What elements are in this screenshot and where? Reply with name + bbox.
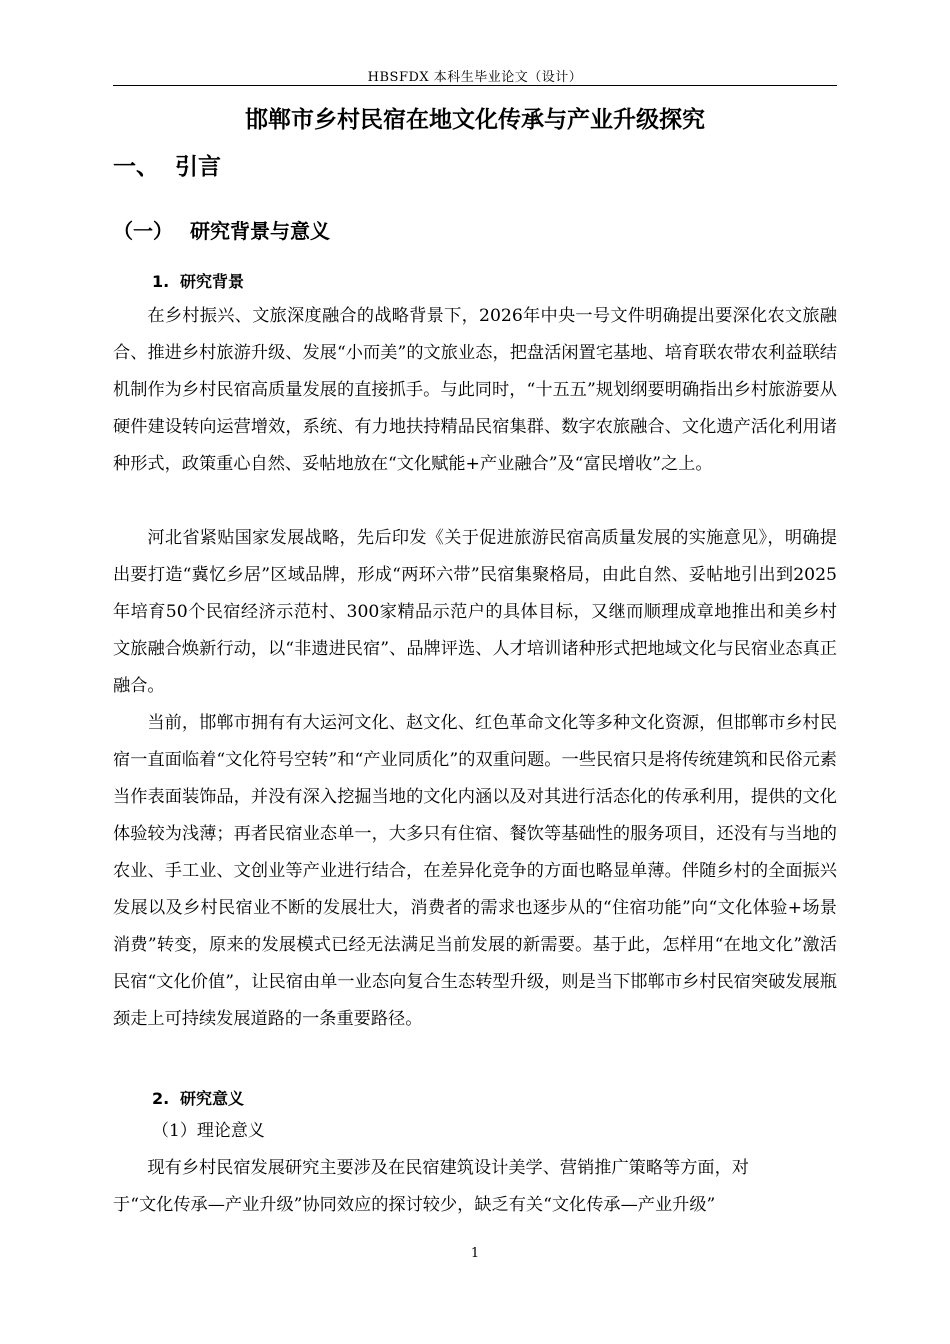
paragraph-policy-background: 在乡村振兴、文旅深度融合的战略背景下，2026年中央一号文件明确提出要深化农文旅融合、推进乡村旅游升级、发展“小而美”的文旅业态，把盘活闲置宅基地、培育联农带农利益联结机制作为乡村民宿高质量发展的直接抓手。与此同时，“十五五”规划纲要明确指出乡村旅游要从硬件建设转向运营增效，系统、有力地扶持精品民宿集群、数字农旅融合、文化遗产活化利用诸种形式，政策重心自然、妥帖地放在“文化赋能+产业融合”及“富民增收”之上。: [113, 306, 837, 474]
subsection-number: （一）: [113, 219, 173, 243]
section-title: 引言: [175, 154, 221, 180]
subheading-theoretical-significance: （1）理论意义: [152, 1121, 265, 1141]
paper-title: 邯郸市乡村民宿在地文化传承与产业升级探究: [245, 107, 705, 133]
heading-title: 研究意义: [180, 1089, 245, 1108]
page-number: 1: [470, 1246, 480, 1261]
paragraph-theory-line-2: 于“文化传承—产业升级”协同效应的探讨较少，缺乏有关“文化传承—产业升级”: [113, 1195, 716, 1215]
heading-research-significance: [152, 1086, 244, 1109]
heading-research-background: [152, 269, 244, 292]
subsection-title: 研究背景与意义: [190, 219, 330, 243]
subsection-heading-background-significance: [113, 215, 330, 244]
heading-number: 1.: [152, 272, 170, 291]
section-heading-introduction: [113, 148, 221, 181]
paragraph-handan-status: 当前，邯郸市拥有有大运河文化、赵文化、红色革命文化等多种文化资源，但邯郸市乡村民宿一直面临着“文化符号空转”和“产业同质化”的双重问题。一些民宿只是将传统建筑和民俗元素当作表面装饰品，并没有深入挖掘当地的文化内涵以及对其进行活态化的传承利用，提供的文化体验较为浅薄；再者民宿业态单一，大多只有住宿、餐饮等基础性的服务项目，还没有与当地的农业、手工业、文创业等产业进行结合，在差异化竞争的方面也略显单薄。伴随乡村的全面振兴发展以及乡村民宿业不断的发展壮大，消费者的需求也逐步从的“住宿功能”向“文化体验+场景消费”转变，原来的发展模式已经无法满足当前发展的新需要。基于此，怎样用“在地文化”激活民宿“文化价值”，让民宿由单一业态向复合生态转型升级，则是当下邯郸市乡村民宿突破发展瓶颈走上可持续发展道路的一条重要路径。: [113, 713, 837, 1029]
heading-number: 2.: [152, 1089, 170, 1108]
header-rule: [113, 85, 837, 86]
running-header: HBSFDX 本科生毕业论文（设计）: [367, 70, 583, 85]
heading-title: 研究背景: [180, 272, 245, 291]
paragraph-hebei-policy: 河北省紧贴国家发展战略，先后印发《关于促进旅游民宿高质量发展的实施意见》，明确提出要打造“冀忆乡居”区域品牌，形成“两环六带”民宿集聚格局，由此自然、妥帖地引出到2025年培育50个民宿经济示范村、300家精品示范户的具体目标，又继而顺理成章地推出和美乡村文旅融合焕新行动，以“非遗进民宿”、品牌评选、人才培训诸种形式把地域文化与民宿业态真正融合。: [113, 528, 837, 696]
section-number: 一、: [113, 154, 159, 180]
paragraph-theory-line-1: 现有乡村民宿发展研究主要涉及在民宿建筑设计美学、营销推广策略等方面，对: [147, 1158, 749, 1178]
